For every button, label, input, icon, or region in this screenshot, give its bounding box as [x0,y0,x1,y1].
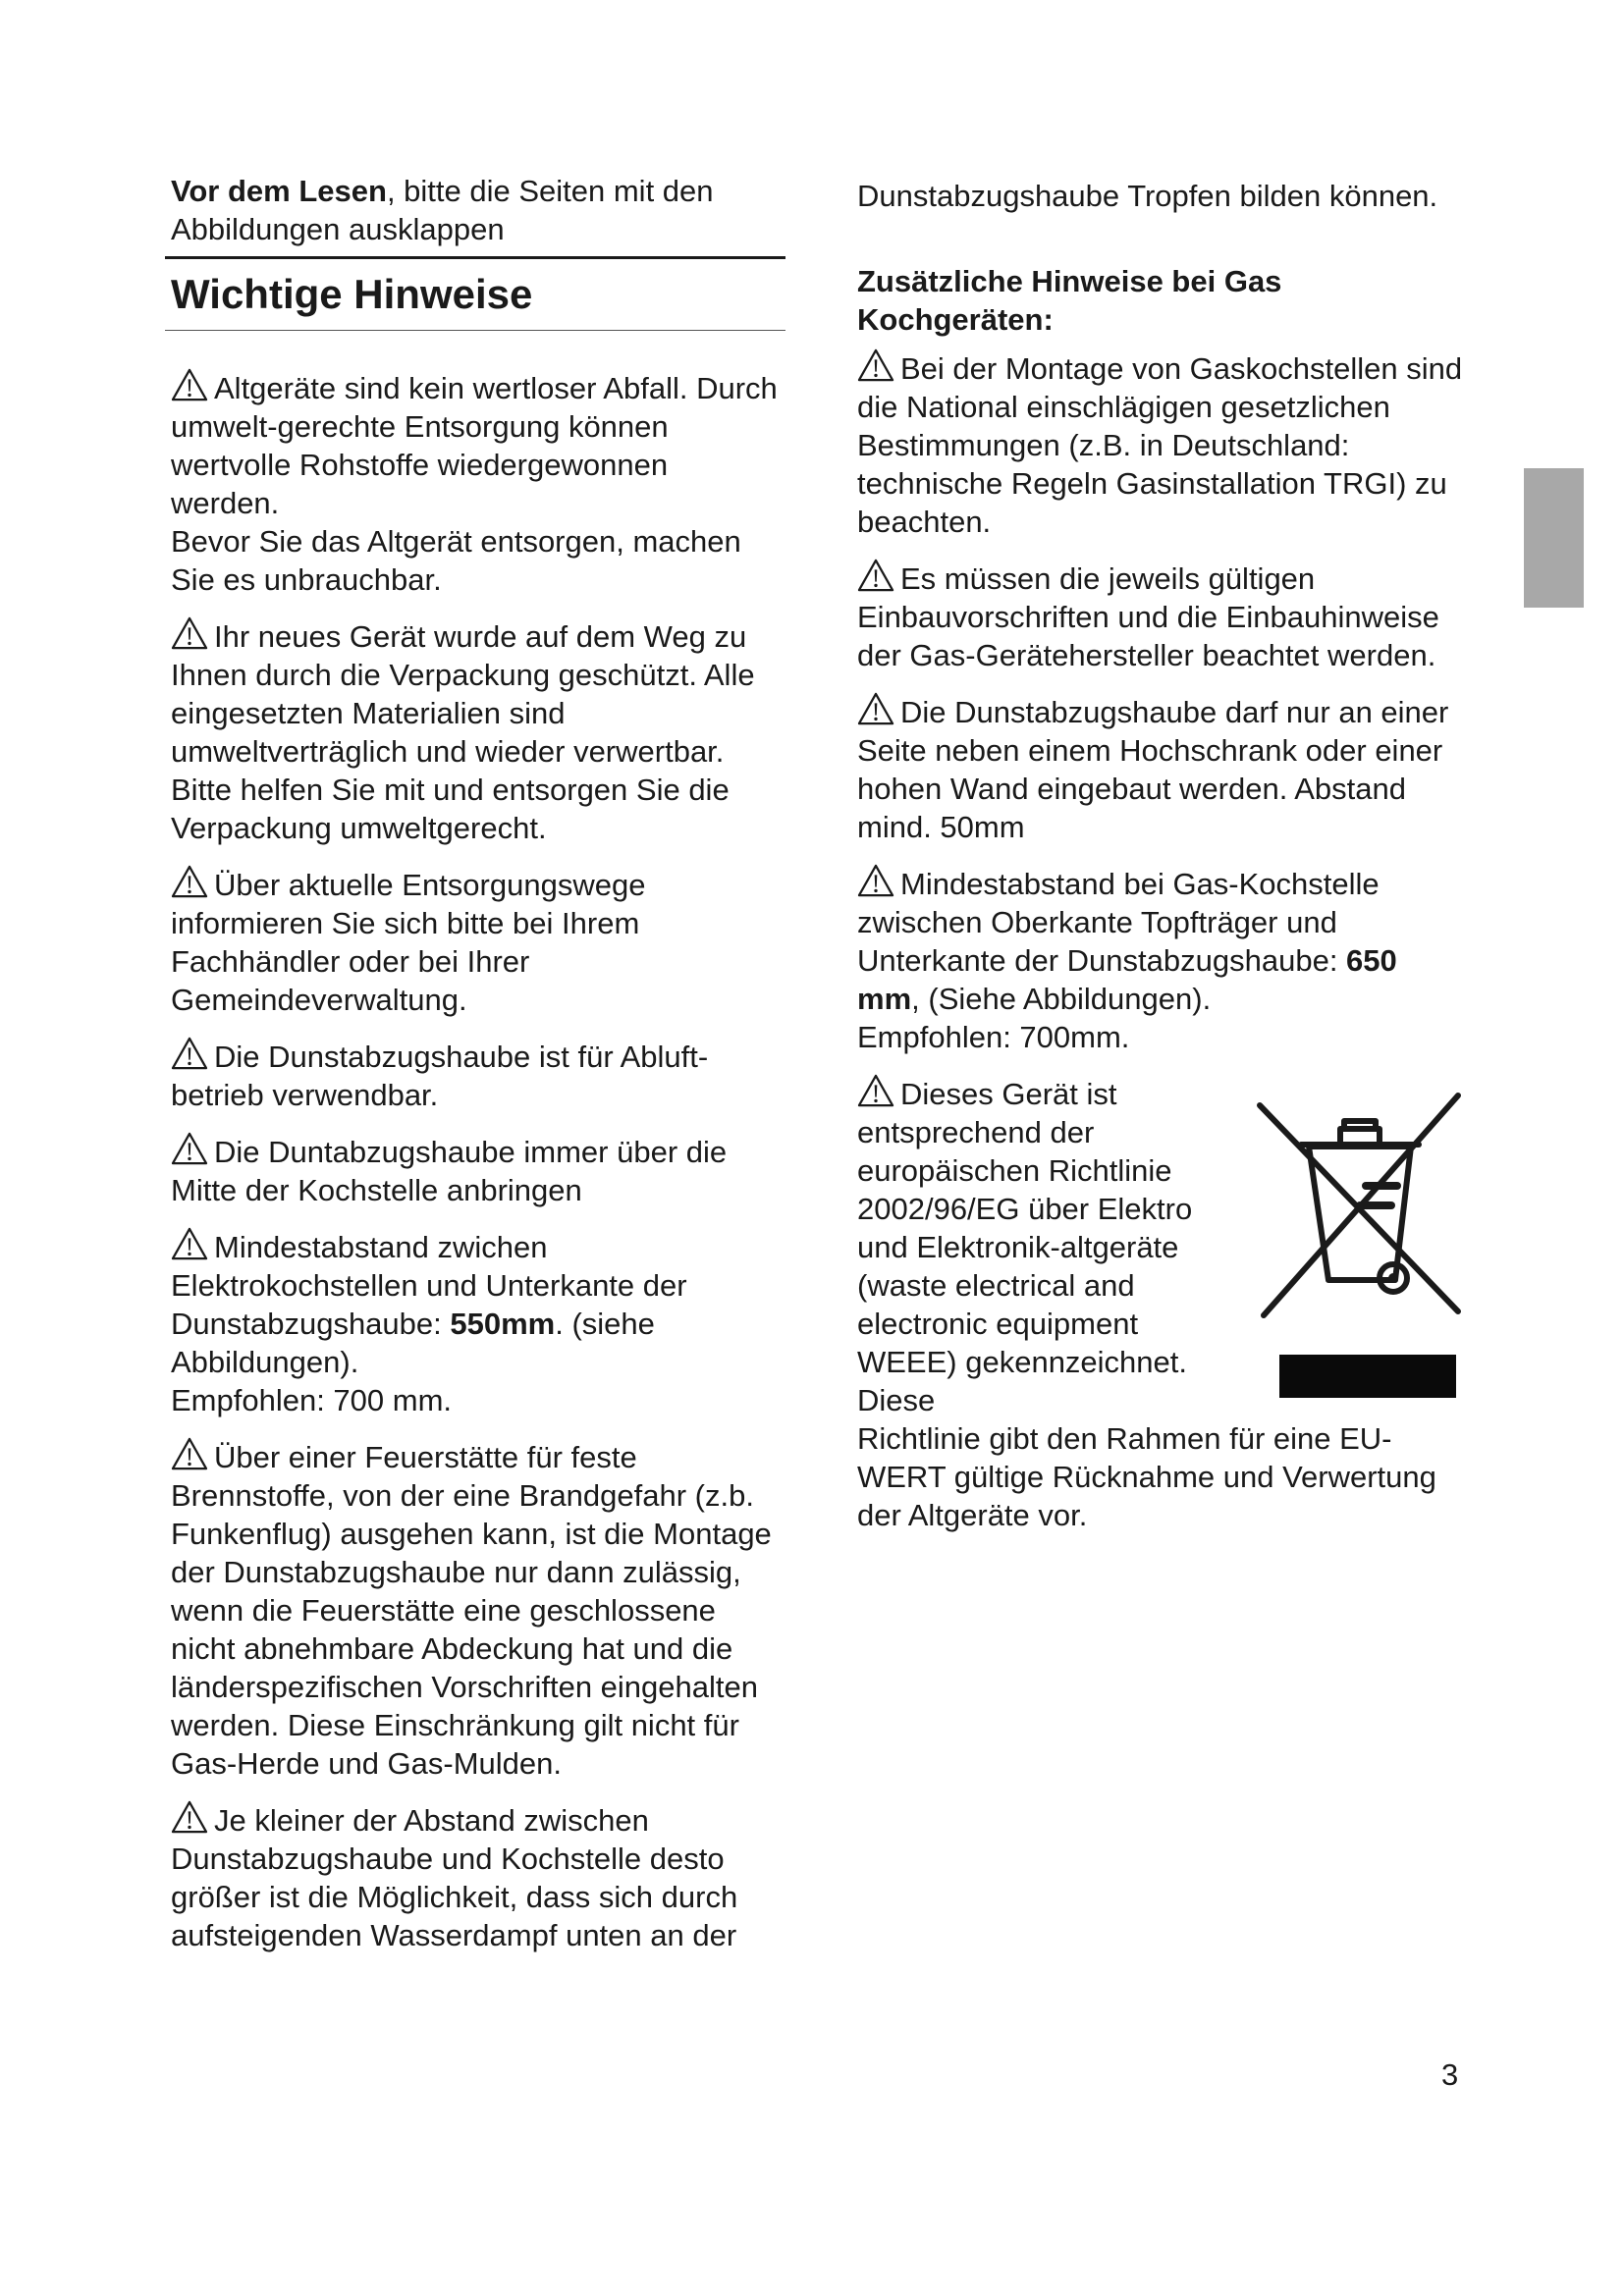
notice-recommended-gas: Empfohlen: 700mm. [857,1020,1130,1054]
warning-triangle-icon [857,559,894,592]
warning-triangle-icon [171,1132,208,1165]
warning-triangle-icon [171,1037,208,1070]
notice-fireplace [171,1437,780,1783]
notice-fireplace-text: Über einer Feuerstätte für feste Brennstoffe, von der eine Brandgefahr (z.b. Funkenflug) ausgehen kann, ist die Montage der Dunstabzugshaube nur dann zulässig, wenn die Feuerstätte eine geschlossene nicht abnehmbare Abdeckung hat und die länderspezifischen Vorschriften eingehalten werden. Diese Einschränkung gilt nicht für Gas-Herde und Gas-Mulden. [171,1440,772,1781]
notice-packaging [171,616,780,847]
intro-note [171,172,780,248]
intro-rest: , bitte die Seiten mit den Abbildungen ausklappen [171,174,714,246]
notice-min-distance-text: Mindestabstand zwichen Elektrokochstellen und Unterkante der Dunstabzugshaube: [171,1230,687,1341]
left-column [171,172,780,1972]
notice-packaging-text: Ihr neues Gerät wurde auf dem Weg zu Ihnen durch die Verpackung geschützt. Alle eingesetzten Materialien sind umweltverträglich und wieder verwertbar. Bitte helfen Sie mit und entsorgen Sie die Verpackung umweltgerecht. [171,619,755,845]
notice-recommended: Empfohlen: 700 mm. [171,1383,453,1417]
warning-triangle-icon [857,864,894,897]
warning-triangle-icon [171,1227,208,1260]
weee-notice [857,1074,1466,1534]
notice-centering [171,1132,780,1209]
warning-triangle-icon [857,348,894,382]
notice-min-distance-value: 550mm [450,1307,556,1341]
warning-triangle-icon [857,1074,894,1107]
page-heading: Wichtige Hinweise [171,271,533,317]
notice-exhaust-mode [171,1037,780,1114]
warning-triangle-icon [171,616,208,650]
notice-condensation [171,1800,780,1954]
notice-min-distance-electric [171,1227,780,1419]
notice-weee-continued: Richtlinie gibt den Rahmen für eine EU-WERT gültige Rücknahme und Verwertung der Altgeräte vor. [857,1421,1436,1532]
notice-disposal-text-2: Bevor Sie das Altgerät entsorgen, machen Sie es unbrauchbar. [171,524,741,597]
continued-text: Dunstabzugshaube Tropfen bilden können. [857,179,1438,213]
warning-triangle-icon [171,368,208,401]
heading-rule-top [165,256,785,259]
warning-triangle-icon [171,1437,208,1470]
notice-side-wall-text: Die Dunstabzugshaube darf nur an einer Seite neben einem Hochschrank oder einer hohen Wand eingebaut werden. Abstand mind. 50mm [857,695,1449,844]
intro-bold: Vor dem Lesen [171,174,387,208]
weee-black-bar [1279,1355,1456,1398]
notice-gas-regulations [857,348,1466,541]
notice-gas-regulations-text: Bei der Montage von Gaskochstellen sind die National einschlägigen gesetzlichen Bestimmungen (z.B. in Deutschland: technische Regeln Gasinstallation TRGI) zu beachten. [857,351,1463,539]
page-number: 3 [1441,2057,1459,2092]
notice-min-distance-gas-text-2: , (Siehe Abbildungen). [911,982,1212,1016]
notice-installation-rules [857,559,1466,674]
gas-subheading: Zusätzliche Hinweise bei Gas Kochgeräten: [857,264,1282,337]
warning-triangle-icon [171,1800,208,1834]
warning-triangle-icon [857,692,894,725]
notice-min-distance-gas-value: 650 mm [857,943,1397,1016]
notice-min-distance-gas [857,864,1466,1056]
notice-weee-text: Dieses Gerät ist entsprechend der europäischen Richtlinie 2002/96/EG über Elektro und Elektronik-altgeräte (waste electrical and electronic equipment WEEE) gekennzeichnet. Diese [857,1077,1193,1417]
section-tab-marker [1524,468,1584,608]
notice-disposal-routes-text: Über aktuelle Entsorgungswege informieren Sie sich bitte bei Ihrem Fachhändler oder bei Ihrer Gemeindeverwaltung. [171,868,646,1017]
notice-centering-text: Die Duntabzugshaube immer über die Mitte der Kochstelle anbringen [171,1135,728,1207]
warning-triangle-icon [171,865,208,898]
notice-disposal-routes [171,865,780,1019]
notice-weee [857,1074,1220,1419]
notice-condensation-text: Je kleiner der Abstand zwischen Dunstabzugshaube und Kochstelle desto größer ist die Möglichkeit, dass sich durch aufsteigenden Wasserdampf unten an der [171,1803,738,1952]
heading-rule-bottom [165,330,785,331]
notice-side-wall [857,692,1466,846]
notice-min-distance-gas-text: Mindestabstand bei Gas-Kochstelle zwischen Oberkante Topfträger und Unterkante der Dunstabzugshaube: [857,867,1380,978]
notice-installation-rules-text: Es müssen die jeweils gültigen Einbauvorschriften und die Einbauhinweise der Gas-Gerätehersteller beachtet werden. [857,561,1439,672]
notice-exhaust-mode-text: Die Dunstabzugshaube ist für Abluft-betrieb verwendbar. [171,1040,709,1112]
notice-min-distance-text-2: . (siehe Abbildungen). [171,1307,655,1379]
crossed-out-wheelie-bin-icon [1250,1088,1468,1332]
right-column [857,177,1466,1552]
notice-disposal-text: Altgeräte sind kein wertloser Abfall. Durch umwelt-gerechte Entsorgung können wertvolle Rohstoffe wiedergewonnen werden. [171,371,778,520]
notice-disposal [171,368,780,599]
